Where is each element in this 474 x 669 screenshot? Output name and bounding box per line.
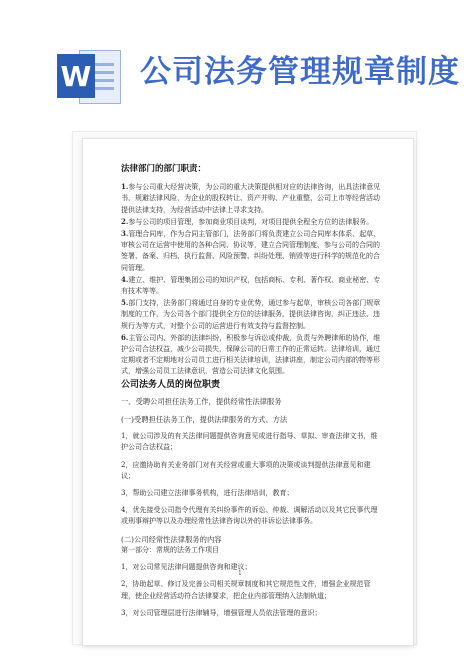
subsection-title: (二)公司经常性法律服务的内容 [121,534,222,544]
section-heading-staff-duties: 公司法务人员的岗位职责 [121,379,221,390]
duty-item: 1.参与公司重大经营决策，为公司的重大决策提供相对应的法律咨询，出具法律意见书，规避法律风险，为企业的股权转让、资产并购、产业重整、公司上市等经营活动提供法律支持，为经营活动中法律上寻求支持。 [121,182,381,214]
subsection-title: (一)受聘担任法务工作，提供法律服务的方式、方法 [121,415,288,425]
word-icon [57,46,123,106]
section-title: 一、受聘公司担任法务工作，提供经常性法律服务 [121,396,282,406]
duty-item: 6.主管公司内、外部的法律纠纷，积极参与诉讼或仲裁，负责与外聘律师的协作，维护公司合法权益，减少公司损失，保障公司的日常工作的正常运转。法律培训，通过定期或者不定期地对公司员工进行相关法律培训，法律讲座，制定公司内部的物等形式，增强公司员工法律意识，营造公司法律文化氛围。 [121,332,381,376]
document-body [121,164,383,619]
list-item: 2，应邀协助有关业务部门对有关经营或重大事项的决策或谈判提供法律意见和建议； [121,460,371,480]
list-item: 3，对公司管理层进行法律辅导，增强管理人员依法管理的意识； [121,608,322,617]
list-item: 1，对公司常见法律问题提供咨询和建议； [121,563,252,572]
part-title: 第一部分：常规的法务工作项目 [121,545,219,554]
document-title: 公司法务管理规章制度 [140,54,460,90]
duty-item: 2.参与公司的项目管理，参加商业项目谈判，对项目提供全程全方位的法律服务。 [121,216,374,226]
list-item: 4，优先接受公司指令代理有关纠纷事件的诉讼、仲裁、调解活动以及其它民事代理或刑事辩护等以及办理经常性法律咨询以外的非诉讼法律事务。 [121,506,378,526]
duty-item: 4.建立、维护、管理集团公司的知识产权，包括商标、专利、著作权、商业秘密、专有技术等等。 [121,274,381,296]
document-banner [0,0,474,118]
page-number: 1 [238,570,242,577]
word-letter-badge: W [57,54,95,98]
section-heading-dept-duties: 法律部门的部门职责： [121,164,207,174]
duty-item: 5.部门支持，法务部门将通过自身的专业优势，通过参与起草，审核公司各部门规章制度的工作，为公司各个部门提供全方位的法律服务，提供法律咨询，纠正违法、违规行为等方式，对整个公司的运营进行有效支持与监督控制。 [121,298,381,330]
list-item: 1，就公司涉及的有关法律问题提供咨询意见或进行指导、草拟、审查法律文书，维护公司合法权益； [121,432,378,452]
duty-item: 3.管理合同库，作为合同主管部门，法务部门将负责建立公司合同库本体系、起草、审核公司在运营中使用的各种合同、协议等，建立合同管理制度，参与公司的合同的签署、备案、归档、执行监督、风险预警、纠纷处理、销毁等进行科学的规范化的合同管理。 [121,229,381,272]
list-item: 2，协助起草、修订及完善公司相关规章制度和其它规范性文件，增强企业规范管理，使企业经营活动符合法律要求，把企业内部管理纳入法制轨道； [121,580,371,600]
list-item: 3，帮助公司建立法律事务机构，进行法律培训，教育； [121,489,294,498]
